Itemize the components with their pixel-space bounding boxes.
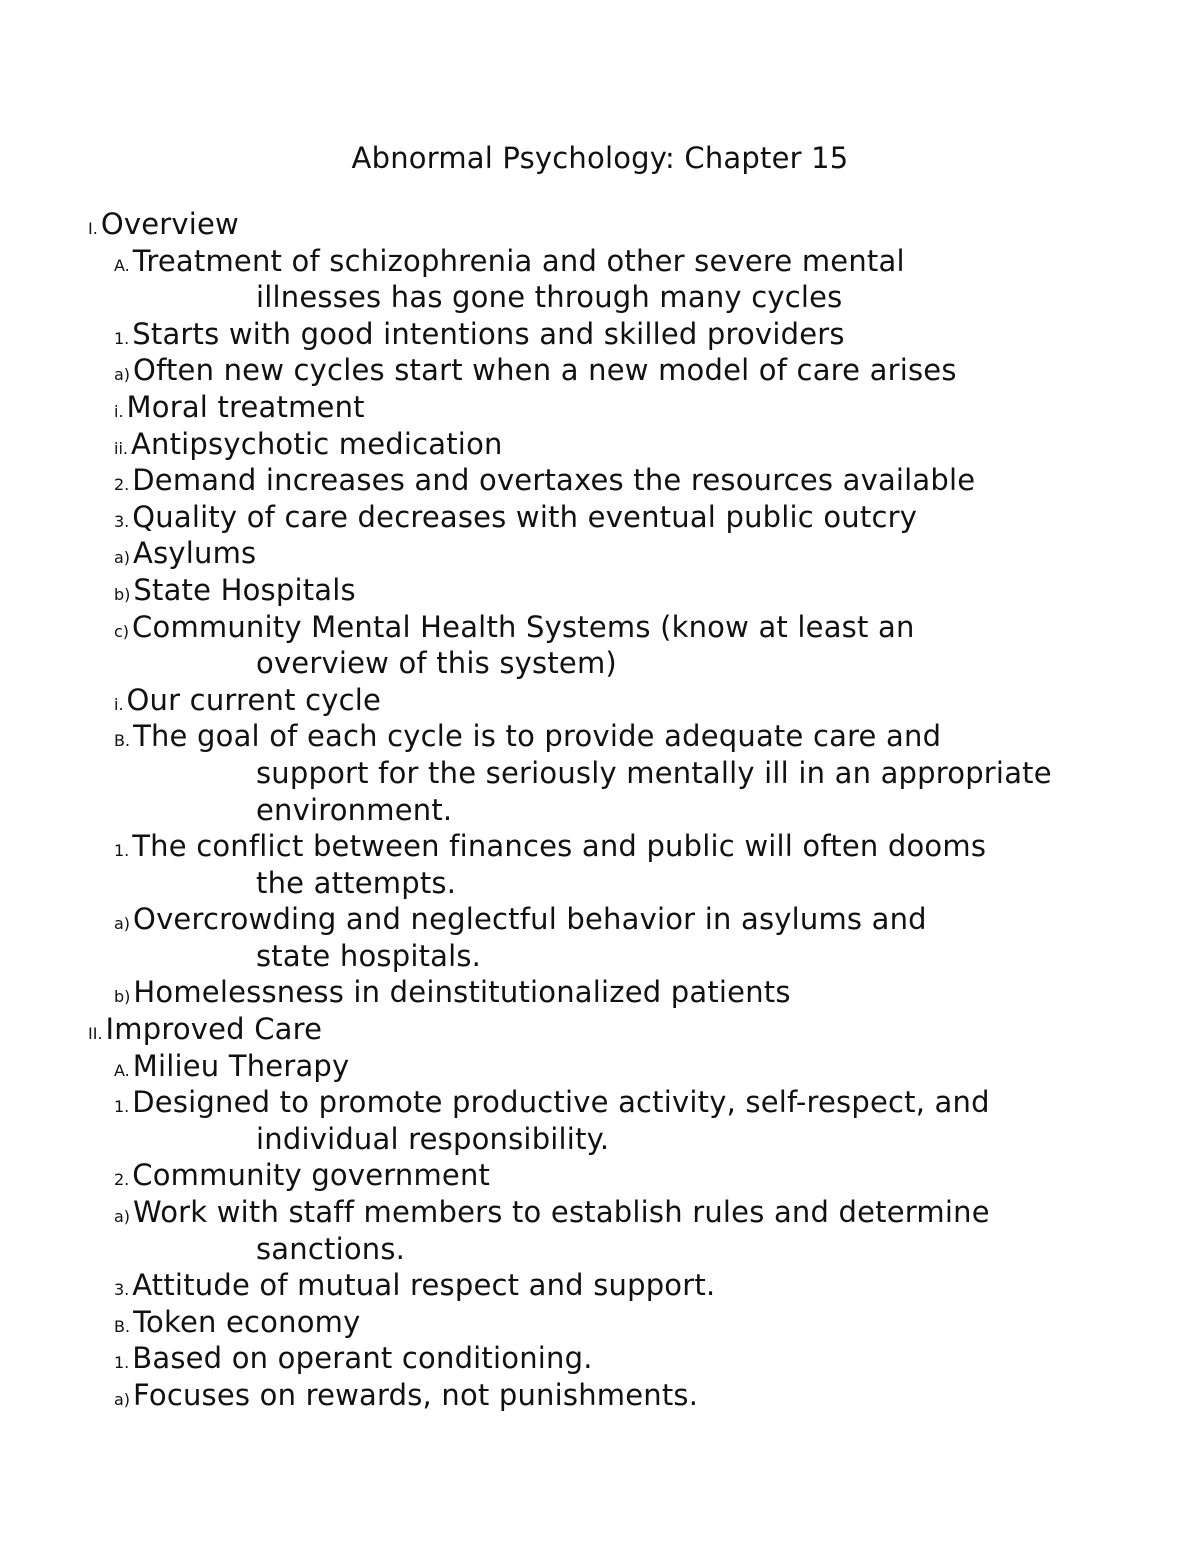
outline-text: Demand increases and overtaxes the resources available (132, 463, 976, 498)
outline-marker: I. (88, 219, 98, 238)
outline-marker: ii. (114, 438, 128, 458)
outline-list (0, 206, 1200, 1414)
outline-marker: b) (114, 987, 131, 1007)
outline-marker: 1. (114, 328, 130, 348)
outline-marker: b) (114, 584, 131, 604)
outline-item (0, 1267, 1200, 1304)
outline-text: Work with staff members to establish rules and determine (133, 1195, 990, 1230)
outline-item (0, 974, 1200, 1011)
outline-item (0, 499, 1200, 536)
outline-item (0, 352, 1200, 389)
outline-text: Antipsychotic medication (130, 426, 503, 461)
outline-item (0, 316, 1200, 353)
outline-text: Community government (132, 1158, 491, 1193)
outline-item (0, 206, 1200, 243)
outline-marker: a) (114, 365, 131, 385)
outline-text: Overcrowding and neglectful behavior in asylums and (133, 902, 927, 937)
outline-text-continuation: environment. (256, 792, 453, 827)
outline-marker: B. (114, 1316, 131, 1336)
outline-item (0, 1377, 1200, 1414)
outline-item (0, 1048, 1200, 1085)
outline-marker: a) (114, 914, 131, 934)
outline-text: Designed to promote productive activity, self-respect, and (132, 1085, 990, 1120)
outline-marker: II. (88, 1024, 103, 1044)
document-title: Abnormal Psychology: Chapter 15 (351, 141, 849, 175)
outline-marker: a) (114, 1390, 131, 1409)
outline-marker: i. (114, 401, 124, 421)
outline-text: Milieu Therapy (132, 1048, 350, 1083)
outline-text: Often new cycles start when a new model of care arises (133, 353, 957, 388)
outline-text: State Hospitals (133, 572, 356, 607)
outline-item (0, 828, 1200, 901)
outline-item (0, 1084, 1200, 1157)
outline-marker: 2. (114, 1170, 130, 1190)
outline-marker: 1. (114, 1097, 130, 1117)
outline-marker: c) (114, 621, 130, 641)
outline-item (0, 535, 1200, 572)
outline-item (0, 389, 1200, 426)
outline-text: Treatment of schizophrenia and other severe mental (132, 243, 905, 278)
outline-item (0, 901, 1200, 974)
outline-item (0, 718, 1200, 828)
outline-text: Overview (100, 207, 239, 241)
outline-marker: A. (114, 1060, 130, 1080)
outline-text: Quality of care decreases with eventual public outcry (132, 499, 918, 534)
outline-marker: a) (114, 1207, 131, 1227)
outline-text: Community Mental Health Systems (know at least an (132, 609, 915, 644)
outline-item (0, 1011, 1200, 1048)
outline-marker: 2. (114, 475, 130, 495)
outline-marker: a) (114, 548, 131, 568)
outline-item (0, 1340, 1200, 1377)
outline-text: Moral treatment (126, 389, 365, 424)
outline-marker: 1. (114, 841, 130, 861)
outline-text-continuation: sanctions. (256, 1231, 406, 1266)
outline-marker: 3. (114, 511, 130, 531)
outline-text-continuation: state hospitals. (256, 938, 482, 973)
outline-marker: A. (114, 255, 130, 275)
outline-text: The goal of each cycle is to provide adequate care and (133, 719, 942, 754)
outline-text: Our current cycle (126, 682, 382, 717)
outline-item (0, 1304, 1200, 1341)
outline-marker: 3. (114, 1280, 130, 1300)
outline-item (0, 572, 1200, 609)
outline-text: The conflict between finances and public will often dooms (132, 829, 987, 864)
outline-text: Asylums (133, 536, 257, 571)
outline-marker: B. (114, 731, 131, 751)
outline-item (0, 426, 1200, 463)
outline-text: Improved Care (105, 1012, 323, 1047)
outline-item (0, 1194, 1200, 1267)
outline-text: Token economy (133, 1304, 361, 1339)
outline-item (0, 682, 1200, 719)
outline-text: Homelessness in deinstitutionalized patients (133, 975, 791, 1010)
outline-text-continuation: overview of this system) (256, 646, 617, 681)
outline-text-continuation: the attempts. (256, 865, 457, 900)
outline-text: Attitude of mutual respect and support. (132, 1268, 716, 1303)
outline-text: Focuses on rewards, not punishments. (133, 1378, 699, 1412)
outline-marker: 1. (114, 1353, 130, 1373)
outline-item (0, 609, 1200, 682)
outline-item (0, 243, 1200, 316)
outline-text-continuation: illnesses has gone through many cycles (256, 280, 843, 315)
outline-text: Starts with good intentions and skilled providers (132, 316, 845, 351)
outline-text-continuation: individual responsibility. (256, 1121, 610, 1156)
outline-marker: i. (114, 694, 124, 714)
outline-item (0, 1157, 1200, 1194)
outline-item (0, 462, 1200, 499)
outline-text: Based on operant conditioning. (132, 1341, 593, 1376)
outline-text-continuation: support for the seriously mentally ill in an appropriate (256, 755, 1052, 790)
